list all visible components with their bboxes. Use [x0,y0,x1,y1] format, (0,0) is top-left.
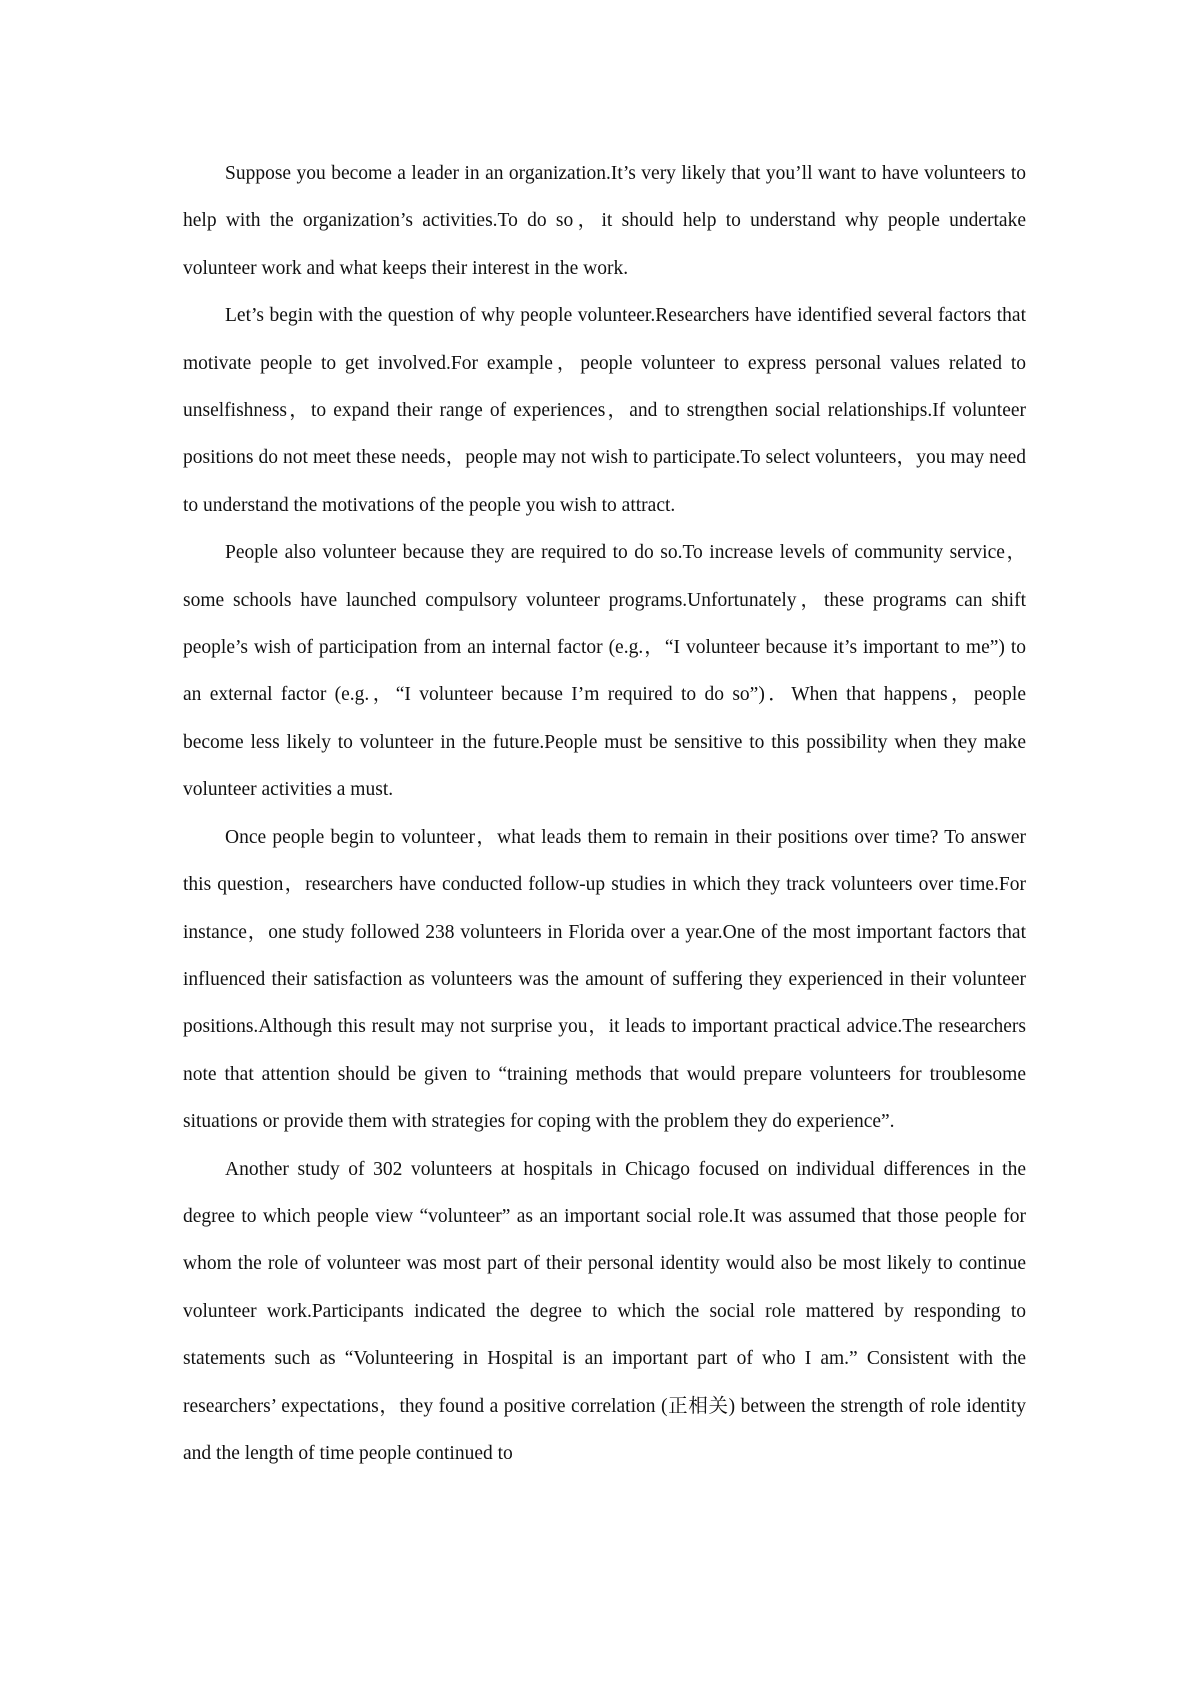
paragraph-3: People also volunteer because they are required to do so.To increase levels of community service，some schools have launched compulsory volunteer programs.Unfortunately，these programs can shift people’s wish of participation from an internal factor (e.g.，“I volunteer because it’s important to me”) to an external factor (e.g.，“I volunteer because I’m required to do so”)．When that happens，people become less likely to volunteer in the future.People must be sensitive to this possibility when they make volunteer activities a must. [183,542,1026,801]
paragraph-5: Another study of 302 volunteers at hospitals in Chicago focused on individual differences in the degree to which people view “volunteer” as an important social role.It was assumed that those people for whom the role of volunteer was most part of their personal identity would also be most likely to continue volunteer work.Participants indicated the degree to which the social role mattered by responding to statements such as “Volunteering in Hospital is an important part of who I am.” Consistent with the researchers’ expectations，they found a positive correlation (正相关) between the strength of role identity and the length of time people continued to [183,1158,1026,1464]
body-text [183,150,1026,1477]
paragraph-2: Let’s begin with the question of why people volunteer.Researchers have identified several factors that motivate people to get involved.For example，people volunteer to express personal values related to unselfishness，to expand their range of experiences，and to strengthen social relationships.If volunteer positions do not meet these needs，people may not wish to participate.To select volunteers，you may need to understand the motivations of the people you wish to attract. [183,305,1026,516]
paragraph-4: Once people begin to volunteer，what leads them to remain in their positions over time? To answer this question，researchers have conducted follow-up studies in which they track volunteers over time.For instance，one study followed 238 volunteers in Florida over a year.One of the most important factors that influenced their satisfaction as volunteers was the amount of suffering they experienced in their volunteer positions.Although this result may not surprise you，it leads to important practical advice.The researchers note that attention should be given to “training methods that would prepare volunteers for troublesome situations or provide them with strategies for coping with the problem they do experience”. [183,826,1026,1133]
paragraph-1: Suppose you become a leader in an organization.It’s very likely that you’ll want to have volunteers to help with the organization’s activities.To do so，it should help to understand why people undertake volunteer work and what keeps their interest in the work. [183,163,1026,279]
